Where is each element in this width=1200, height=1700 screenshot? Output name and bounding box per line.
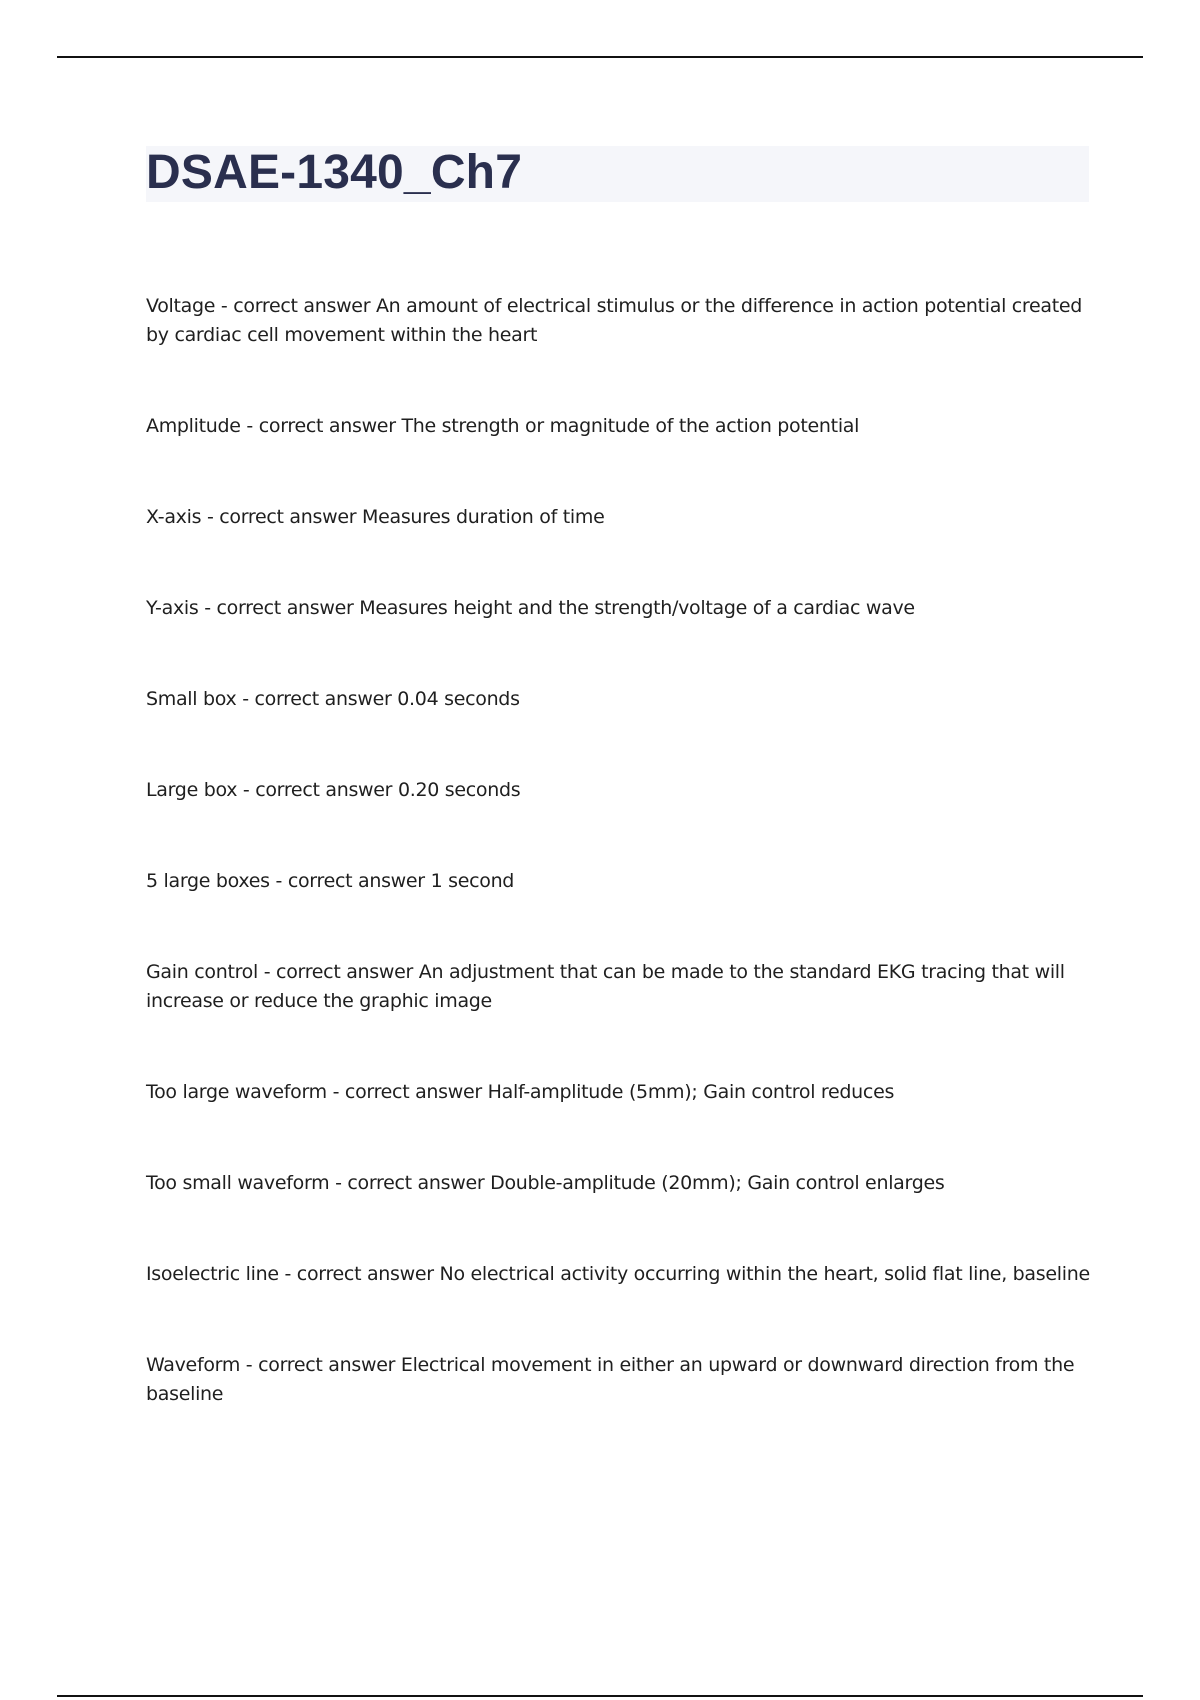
term: Waveform: [146, 1354, 241, 1376]
flashcard-item: [146, 503, 1096, 532]
answer: An adjustment that can be made to the standard EKG tracing that will increase or reduce the graphic image: [146, 961, 1065, 1012]
answer: Double-amplitude (20mm); Gain control enlarges: [490, 1172, 945, 1194]
flashcard-item: [146, 958, 1096, 1016]
answer-label: correct answer: [347, 1172, 485, 1194]
term: Small box: [146, 688, 237, 710]
flashcard-item: [146, 867, 1096, 896]
answer-label: correct answer: [219, 506, 357, 528]
flashcard-item: [146, 1260, 1096, 1289]
answer-label: correct answer: [216, 597, 354, 619]
separator: -: [236, 688, 255, 710]
flashcard-item: [146, 776, 1096, 805]
flashcard-item: [146, 1169, 1096, 1198]
document-title: DSAE-1340_Ch7: [146, 146, 523, 199]
separator: -: [198, 597, 217, 619]
separator: -: [278, 1263, 297, 1285]
answer: An amount of electrical stimulus or the difference in action potential created by cardiac cell movement within the heart: [146, 295, 1083, 346]
flashcard-item: [146, 594, 1096, 623]
answer: Electrical movement in either an upward or downward direction from the baseline: [146, 1354, 1075, 1405]
flashcard-item: [146, 412, 1096, 441]
answer-label: correct answer: [258, 415, 396, 437]
answer-label: correct answer: [233, 295, 371, 317]
separator: -: [201, 506, 220, 528]
answer-label: correct answer: [296, 1263, 434, 1285]
term: Gain control: [146, 961, 258, 983]
flashcard-item: [146, 1351, 1096, 1409]
separator: -: [215, 295, 234, 317]
answer: No electrical activity occurring within the heart, solid flat line, baseline: [439, 1263, 1090, 1285]
footer-rule: [57, 1695, 1143, 1697]
answer: 0.20 seconds: [397, 779, 521, 801]
term: Isoelectric line: [146, 1263, 279, 1285]
term: Large box: [146, 779, 238, 801]
flashcard-item: [146, 1078, 1096, 1107]
answer-label: correct answer: [287, 870, 425, 892]
separator: -: [258, 961, 277, 983]
term: Too small waveform: [146, 1172, 330, 1194]
separator: -: [240, 1354, 259, 1376]
separator: -: [237, 779, 256, 801]
answer-label: correct answer: [254, 688, 392, 710]
term: X-axis: [146, 506, 202, 528]
term: Voltage: [146, 295, 216, 317]
header-rule: [57, 56, 1143, 58]
separator: -: [329, 1172, 348, 1194]
answer-label: correct answer: [255, 779, 393, 801]
separator: -: [326, 1081, 345, 1103]
separator: -: [240, 415, 259, 437]
term: Y-axis: [146, 597, 199, 619]
term: 5 large boxes: [146, 870, 270, 892]
answer: 1 second: [430, 870, 515, 892]
answer-label: correct answer: [344, 1081, 482, 1103]
answer: Measures height and the strength/voltage of a cardiac wave: [359, 597, 915, 619]
answer: The strength or magnitude of the action potential: [401, 415, 860, 437]
flashcard-item: [146, 292, 1096, 350]
flashcard-item: [146, 685, 1096, 714]
separator: -: [269, 870, 288, 892]
flashcard-list: [146, 292, 1096, 1471]
term: Amplitude: [146, 415, 241, 437]
answer: Measures duration of time: [362, 506, 605, 528]
answer: Half-amplitude (5mm); Gain control reduces: [487, 1081, 895, 1103]
answer-label: correct answer: [276, 961, 414, 983]
answer-label: correct answer: [258, 1354, 396, 1376]
term: Too large waveform: [146, 1081, 327, 1103]
answer: 0.04 seconds: [397, 688, 520, 710]
